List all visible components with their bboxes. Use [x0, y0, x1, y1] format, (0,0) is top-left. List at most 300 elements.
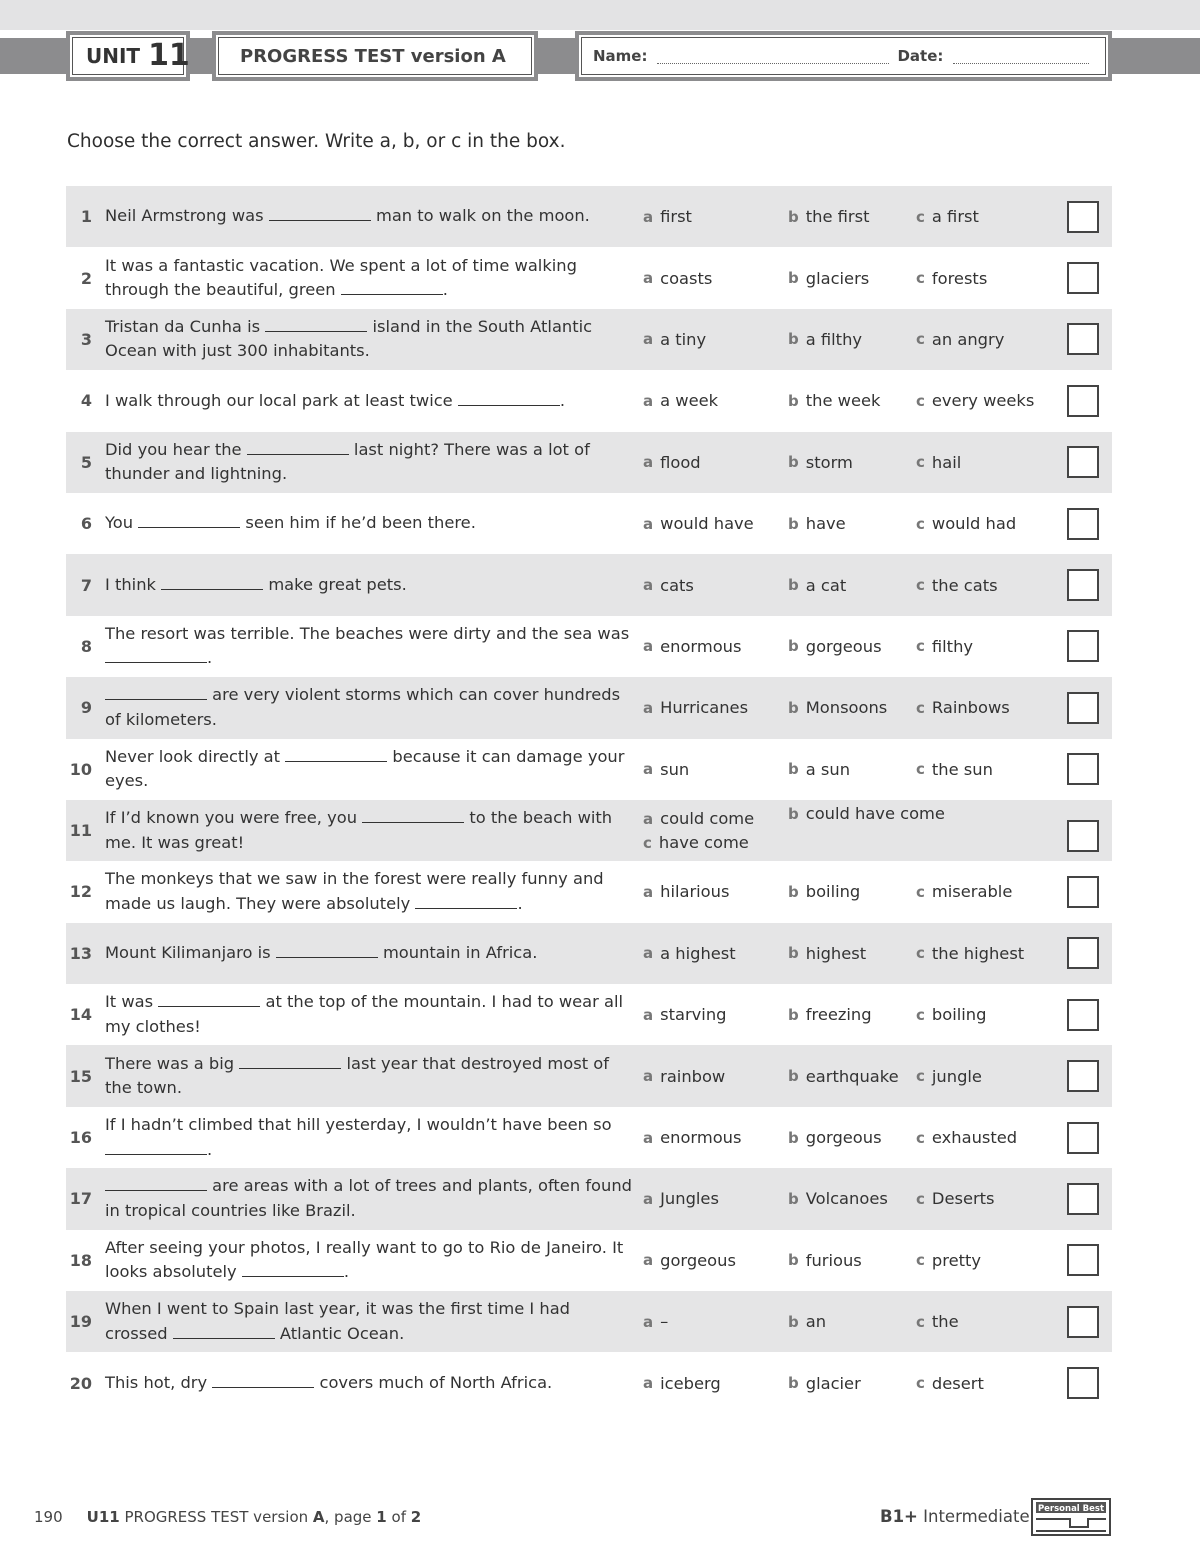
answer-box[interactable]	[1067, 323, 1099, 355]
question-number: 5	[80, 452, 92, 472]
question-number: 12	[69, 882, 92, 902]
option-text: rainbow	[660, 1066, 726, 1086]
option-text: furious	[805, 1250, 862, 1270]
answer-blank	[341, 281, 443, 295]
question-post: .	[207, 648, 213, 668]
answer-box[interactable]	[1067, 937, 1099, 969]
option-text: the week	[805, 391, 881, 411]
answer-blank	[285, 748, 387, 762]
question-pre: The monkeys that we saw in the forest were really funny and made us laugh. They were absolutely	[105, 869, 604, 913]
answer-blank	[212, 1374, 314, 1388]
question-number: 6	[80, 514, 92, 534]
option-letter: c	[916, 514, 925, 533]
option-c	[916, 432, 961, 493]
option-letter: b	[788, 804, 799, 823]
option-text: a filthy	[805, 329, 863, 349]
answer-box[interactable]	[1067, 201, 1099, 233]
option-letter: a	[643, 514, 654, 533]
option-b	[788, 1168, 888, 1229]
question-pre: I walk through our local park at least twice	[105, 390, 458, 410]
question-number: 19	[69, 1312, 92, 1332]
unit-label-box	[66, 31, 190, 81]
top-band	[0, 0, 1200, 30]
question-pre: When I went to Spain last year, it was the first time I had crossed	[105, 1299, 571, 1343]
option-c	[916, 554, 998, 615]
name-date-box	[575, 31, 1112, 81]
option-letter: b	[788, 760, 799, 779]
question-row	[66, 861, 1112, 922]
answer-box[interactable]	[1067, 1244, 1099, 1276]
option-c	[643, 831, 754, 855]
options-stack	[643, 800, 754, 861]
question-post: Atlantic Ocean.	[274, 1323, 405, 1343]
option-text: cats	[660, 575, 694, 595]
question-text	[105, 493, 635, 554]
option-text: flood	[660, 452, 701, 472]
option-letter: b	[788, 576, 799, 595]
option-text: boiling	[805, 882, 861, 902]
option-letter: c	[916, 1128, 925, 1147]
question-pre: The resort was terrible. The beaches were dirty and the sea was	[105, 623, 630, 643]
answer-blank	[242, 1263, 344, 1277]
question-number: 14	[69, 1005, 92, 1025]
option-letter: c	[916, 760, 925, 779]
answer-box[interactable]	[1067, 999, 1099, 1031]
answer-box[interactable]	[1067, 569, 1099, 601]
option-letter: c	[916, 207, 925, 226]
name-label: Name:	[593, 47, 648, 65]
option-letter: a	[643, 1374, 654, 1393]
option-c	[916, 1291, 959, 1352]
option-text: coasts	[660, 268, 713, 288]
option-text: would had	[931, 514, 1017, 534]
option-letter: b	[788, 944, 799, 963]
option-letter: c	[916, 1067, 925, 1086]
question-row	[66, 432, 1112, 493]
question-text	[105, 923, 635, 984]
question-text	[105, 1291, 635, 1352]
question-number: 2	[80, 268, 92, 288]
option-a	[643, 677, 748, 738]
question-pre: There was a big	[105, 1053, 240, 1073]
option-letter: a	[643, 330, 654, 349]
option-c	[916, 1168, 995, 1229]
question-pre: After seeing your photos, I really want to go to Rio de Janeiro. It looks absolutely	[105, 1237, 624, 1282]
question-row	[66, 1107, 1112, 1168]
option-letter: a	[643, 207, 654, 226]
question-row	[66, 616, 1112, 677]
option-c	[916, 1045, 982, 1106]
option-a	[643, 186, 692, 247]
option-letter: c	[643, 833, 652, 852]
option-text: a cat	[805, 575, 847, 595]
question-number: 15	[69, 1066, 92, 1086]
name-field[interactable]	[657, 52, 889, 64]
question-text	[105, 677, 635, 738]
question-post: because it can damage your eyes.	[105, 746, 625, 791]
option-letter: a	[643, 1005, 654, 1024]
question-number: 20	[69, 1373, 92, 1393]
option-text: exhausted	[931, 1128, 1018, 1148]
option-letter: b	[788, 698, 799, 717]
option-text: have	[805, 514, 846, 534]
unit-number: 11	[148, 37, 190, 73]
option-text: starving	[660, 1005, 727, 1025]
option-b	[788, 1291, 826, 1352]
question-text	[105, 984, 635, 1045]
answer-blank	[161, 576, 263, 590]
question-post: at the top of the mountain. I had to wear all my clothes!	[105, 992, 624, 1036]
test-title-box	[212, 31, 538, 81]
question-text	[105, 1107, 635, 1168]
option-text: the sun	[931, 759, 993, 779]
answer-blank	[269, 207, 371, 221]
question-text	[105, 309, 635, 370]
option-text: Monsoons	[805, 698, 888, 718]
question-row	[66, 186, 1112, 247]
question-row	[66, 1045, 1112, 1106]
option-letter: a	[643, 1128, 654, 1147]
question-row	[66, 309, 1112, 370]
option-letter: a	[643, 269, 654, 288]
option-text: would have	[660, 514, 754, 534]
answer-blank	[247, 441, 349, 455]
option-letter: b	[788, 269, 799, 288]
answer-blank	[458, 392, 560, 406]
answer-box[interactable]	[1067, 1306, 1099, 1338]
option-a	[643, 1352, 721, 1413]
question-pre: This hot, dry	[105, 1372, 213, 1392]
option-text: could come	[660, 808, 755, 828]
answer-blank	[362, 809, 464, 823]
answer-box[interactable]	[1067, 876, 1099, 908]
option-b	[788, 616, 882, 677]
option-text: a tiny	[660, 329, 707, 349]
option-text: hilarious	[660, 882, 730, 902]
option-c	[916, 186, 979, 247]
option-letter: c	[916, 944, 925, 963]
question-text	[105, 800, 635, 861]
option-a	[643, 1291, 668, 1352]
footer-test-label: PROGRESS TEST version	[124, 1508, 309, 1526]
question-row	[66, 1291, 1112, 1352]
option-letter: c	[916, 1251, 925, 1270]
footer-version: A	[312, 1508, 325, 1526]
unit-code: U11	[86, 1508, 120, 1526]
option-text: Hurricanes	[660, 698, 749, 718]
option-text: gorgeous	[805, 1128, 882, 1148]
option-letter: b	[788, 637, 799, 656]
option-letter: c	[916, 576, 925, 595]
option-b	[788, 677, 887, 738]
question-number: 13	[69, 943, 92, 963]
option-text: Rainbows	[931, 698, 1010, 718]
answer-box[interactable]	[1067, 1122, 1099, 1154]
question-number: 4	[80, 391, 92, 411]
option-b	[788, 1107, 882, 1168]
question-post: .	[517, 893, 523, 913]
question-text	[105, 186, 635, 247]
option-b	[788, 984, 872, 1045]
option-b	[788, 247, 869, 308]
question-pre: Mount Kilimanjaro is	[105, 943, 276, 963]
option-text: the	[931, 1312, 959, 1332]
answer-box[interactable]	[1067, 262, 1099, 294]
question-text	[105, 1230, 635, 1291]
question-pre: It was	[105, 992, 159, 1012]
answer-blank	[415, 895, 517, 909]
question-row	[66, 800, 1112, 861]
answer-box[interactable]	[1067, 1183, 1099, 1215]
option-letter: c	[916, 1312, 925, 1331]
logo-text: Personal Best	[1037, 1504, 1105, 1514]
option-c	[916, 247, 987, 308]
option-b	[788, 1045, 899, 1106]
option-text: the cats	[931, 575, 998, 595]
question-pre: You	[105, 513, 139, 533]
option-c	[916, 677, 1010, 738]
question-post: to the beach with me. It was great!	[105, 808, 613, 852]
option-letter: b	[788, 1251, 799, 1270]
option-b	[788, 1230, 862, 1291]
question-text	[105, 739, 635, 800]
question-post: last year that destroyed most of the town.	[105, 1053, 609, 1098]
question-row	[66, 677, 1112, 738]
question-post: man to walk on the moon.	[370, 206, 590, 226]
question-number: 10	[69, 759, 92, 779]
option-a	[643, 861, 729, 922]
answer-blank	[138, 514, 240, 528]
option-c	[916, 861, 1012, 922]
option-a	[643, 616, 741, 677]
question-post: covers much of North Africa.	[314, 1372, 553, 1392]
option-text: –	[660, 1312, 669, 1332]
question-text	[105, 616, 635, 677]
option-text: pretty	[931, 1250, 981, 1270]
option-letter: a	[643, 944, 654, 963]
answer-blank	[265, 318, 367, 332]
question-row	[66, 739, 1112, 800]
option-letter: b	[788, 453, 799, 472]
answer-box[interactable]	[1067, 820, 1099, 852]
option-letter: a	[643, 391, 654, 410]
option-letter: b	[788, 1374, 799, 1393]
answer-blank	[158, 993, 260, 1007]
question-text	[105, 247, 635, 308]
option-text: miserable	[931, 882, 1013, 902]
option-text: a sun	[805, 759, 851, 779]
option-letter: b	[788, 207, 799, 226]
footer-page-current: 1	[376, 1508, 387, 1526]
answer-box[interactable]	[1067, 446, 1099, 478]
option-text: every weeks	[931, 391, 1035, 411]
question-row	[66, 370, 1112, 431]
option-text: earthquake	[805, 1066, 899, 1086]
question-pre: Neil Armstrong was	[105, 206, 269, 226]
question-pre: I think	[105, 574, 162, 594]
question-number: 17	[69, 1189, 92, 1209]
question-row	[66, 493, 1112, 554]
option-c	[916, 984, 986, 1045]
option-letter: c	[916, 330, 925, 349]
option-text: Jungles	[660, 1189, 719, 1209]
question-number: 8	[80, 636, 92, 656]
option-text: Deserts	[931, 1189, 995, 1209]
option-a	[643, 984, 726, 1045]
option-a	[643, 807, 754, 831]
answer-box[interactable]	[1067, 1367, 1099, 1399]
footer-of: of	[391, 1508, 406, 1526]
test-title: PROGRESS TEST version A	[240, 45, 506, 67]
instruction: Choose the correct answer. Write a, b, or c in the box.	[67, 131, 566, 152]
option-text: highest	[805, 943, 867, 963]
option-letter: b	[788, 1128, 799, 1147]
option-letter: a	[643, 1189, 654, 1208]
answer-blank	[105, 686, 207, 700]
option-letter: b	[788, 330, 799, 349]
question-text	[105, 370, 635, 431]
option-a	[643, 493, 754, 554]
option-b	[788, 923, 866, 984]
option-text: freezing	[805, 1005, 872, 1025]
option-letter: a	[643, 698, 654, 717]
option-text: gorgeous	[660, 1250, 736, 1270]
option-letter: b	[788, 1189, 799, 1208]
question-post: make great pets.	[263, 574, 407, 594]
option-text: glacier	[805, 1373, 861, 1393]
option-b	[788, 370, 880, 431]
question-post: island in the South Atlantic Ocean with just 300 inhabitants.	[105, 316, 593, 361]
option-c	[916, 923, 1024, 984]
question-row	[66, 984, 1112, 1045]
option-letter: c	[916, 1005, 925, 1024]
option-a	[643, 554, 694, 615]
option-c	[916, 1107, 1017, 1168]
option-text: jungle	[931, 1066, 982, 1086]
question-pre: If I’d known you were free, you	[105, 808, 363, 828]
question-row	[66, 554, 1112, 615]
answer-blank	[239, 1055, 341, 1069]
option-text: hail	[931, 452, 962, 472]
question-post: are areas with a lot of trees and plants, often found in tropical countries like Brazil.	[105, 1176, 632, 1220]
option-c	[916, 309, 1004, 370]
answer-box[interactable]	[1067, 753, 1099, 785]
option-letter: c	[916, 453, 925, 472]
option-letter: a	[643, 1067, 654, 1086]
question-text	[105, 1168, 635, 1229]
option-text: filthy	[931, 636, 974, 656]
option-a	[643, 739, 689, 800]
option-text: the highest	[931, 943, 1025, 963]
personal-best-logo	[1030, 1497, 1112, 1537]
question-post: seen him if he’d been there.	[240, 513, 476, 533]
level-name: Intermediate	[923, 1507, 1030, 1526]
question-row	[66, 247, 1112, 308]
option-b	[788, 861, 860, 922]
question-pre: Tristan da Cunha is	[105, 316, 266, 336]
option-letter: c	[916, 269, 925, 288]
option-b	[788, 493, 846, 554]
option-letter: b	[788, 1005, 799, 1024]
option-c	[916, 493, 1016, 554]
option-a	[643, 1230, 736, 1291]
option-text: a highest	[660, 943, 736, 963]
option-text: boiling	[931, 1005, 987, 1025]
option-letter: b	[788, 391, 799, 410]
option-letter: c	[916, 882, 925, 901]
option-a	[643, 432, 701, 493]
footer-page-total: 2	[410, 1508, 422, 1526]
option-letter: b	[788, 1312, 799, 1331]
option-letter: a	[643, 1251, 654, 1270]
option-letter: a	[643, 809, 654, 828]
option-text: iceberg	[660, 1373, 721, 1393]
option-text: storm	[805, 452, 853, 472]
option-b	[788, 554, 846, 615]
answer-blank	[105, 1141, 207, 1155]
question-pre: If I hadn’t climbed that hill yesterday, I wouldn’t have been so	[105, 1115, 612, 1135]
option-b	[788, 186, 869, 247]
question-post: .	[343, 1262, 350, 1282]
option-text: glaciers	[805, 268, 870, 288]
option-text: sun	[660, 759, 690, 779]
option-text: gorgeous	[805, 636, 882, 656]
answer-box[interactable]	[1067, 385, 1099, 417]
option-a	[643, 247, 712, 308]
option-text: could have come	[805, 803, 945, 823]
option-b	[788, 804, 945, 823]
question-row	[66, 1168, 1112, 1229]
question-list	[66, 186, 1112, 1414]
answer-box[interactable]	[1067, 630, 1099, 662]
answer-box[interactable]	[1067, 508, 1099, 540]
option-text: Volcanoes	[805, 1189, 888, 1209]
option-a	[643, 370, 718, 431]
question-post: .	[559, 390, 566, 410]
question-pre: Did you hear the	[105, 439, 247, 459]
question-post: .	[207, 1139, 213, 1159]
level-code: B1+	[880, 1507, 918, 1526]
footer-page-word: , page	[324, 1508, 372, 1526]
option-text: have come	[658, 832, 749, 852]
option-letter: b	[788, 882, 799, 901]
answer-box[interactable]	[1067, 1060, 1099, 1092]
option-letter: b	[788, 1067, 799, 1086]
option-text: an angry	[931, 329, 1005, 349]
option-letter: a	[643, 882, 654, 901]
date-label: Date:	[897, 47, 944, 65]
answer-blank	[276, 944, 378, 958]
question-post: mountain in Africa.	[377, 943, 538, 963]
unit-word: UNIT	[86, 44, 141, 68]
option-letter: a	[643, 637, 654, 656]
option-b	[788, 1352, 861, 1413]
option-c	[916, 739, 993, 800]
answer-box[interactable]	[1067, 692, 1099, 724]
question-number: 3	[80, 329, 92, 349]
option-text: enormous	[660, 1128, 742, 1148]
question-number: 7	[80, 575, 92, 595]
option-letter: a	[643, 760, 654, 779]
date-field[interactable]	[953, 52, 1089, 64]
question-number: 1	[80, 207, 92, 227]
option-text: enormous	[660, 636, 742, 656]
answer-blank	[105, 649, 207, 663]
option-text: a first	[931, 207, 979, 227]
option-a	[643, 1168, 719, 1229]
option-text: a week	[660, 391, 719, 411]
option-letter: a	[643, 1312, 654, 1331]
